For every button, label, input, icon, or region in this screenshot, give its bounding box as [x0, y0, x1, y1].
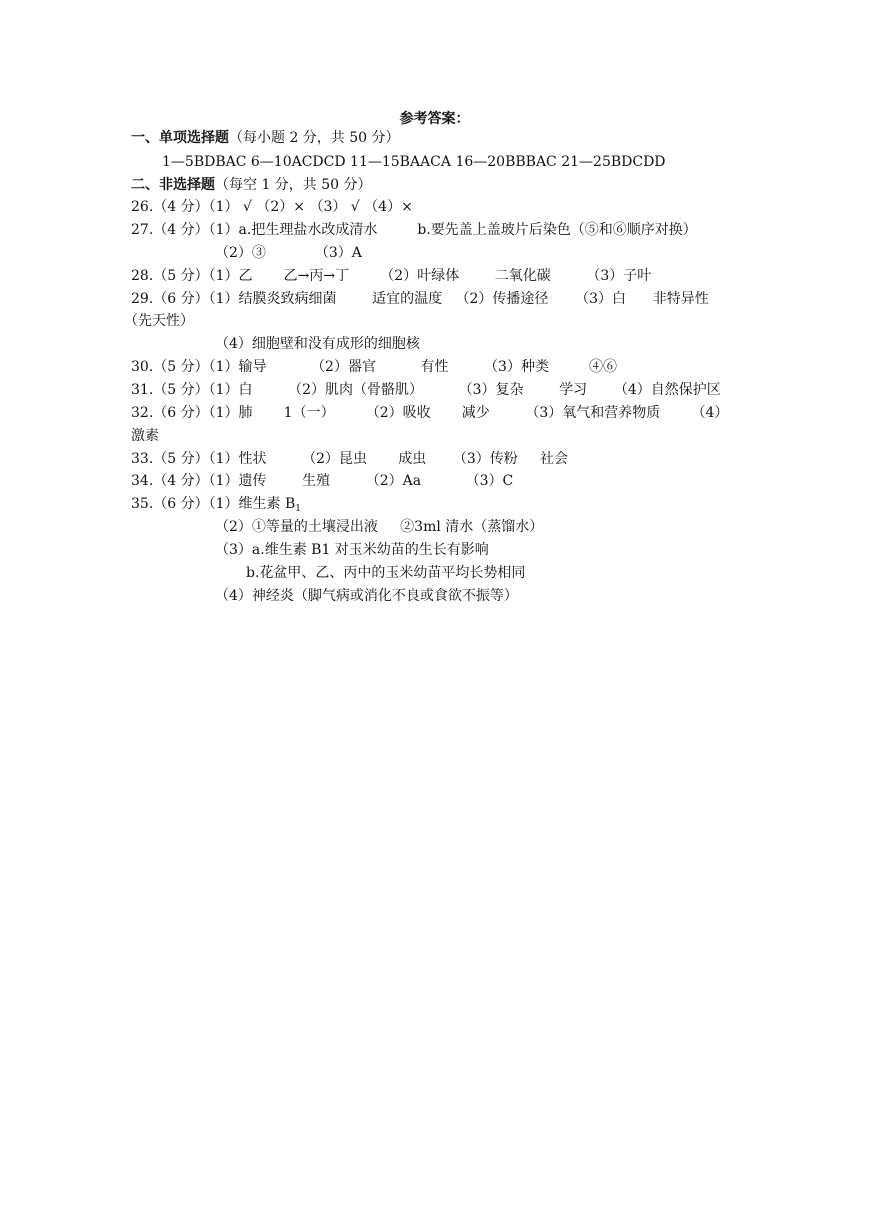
answer-29: 29.（6 分）（1）结膜炎致病细菌 适宜的温度 （2）传播途径 （3）白 非特异性: [131, 291, 709, 307]
answer-27-continued: （2）③ （3）A: [215, 245, 362, 261]
answer-31: 31.（5 分）（1）白 （2）肌肉（骨骼肌） （3）复杂 学习 （4）自然保护区: [131, 382, 721, 398]
section-2-note: （每空 1 分，共 50 分）: [215, 177, 372, 193]
answer-35-part-4: （4）神经炎（脚气病或消化不良或食欲不振等）: [215, 588, 518, 604]
answer-35: [131, 494, 301, 519]
section-1-note: （每小题 2 分，共 50 分）: [229, 130, 400, 146]
answer-28: 28.（5 分）（1）乙 乙→丙→丁 （2）叶绿体 二氧化碳 （3）子叶: [131, 268, 652, 284]
section-2-line: [131, 175, 372, 195]
answer-29-continued: （4）细胞壁和没有成形的细胞核: [215, 336, 420, 352]
section-1-line: [131, 128, 400, 148]
answer-35-part-3a: （3）a.维生素 B1 对玉米幼苗的生长有影响: [215, 542, 489, 558]
answer-29-wrap: （先天性）: [124, 313, 194, 329]
answer-35-part-2: （2）①等量的土壤浸出液 ②3ml 清水（蒸馏水）: [215, 519, 544, 535]
section-2-heading: 二、非选择题: [131, 177, 215, 193]
answer-32: 32.（6 分）（1）肺 1（一） （2）吸收 减少 （3）氧气和营养物质 （4）: [131, 405, 729, 421]
multiple-choice-answers: 1—5BDBAC 6—10ACDCD 11—15BAACA 16—20BBBAC 21—25BDCDD: [162, 154, 666, 170]
answer-32-wrap: 激素: [131, 428, 159, 444]
answer-30: 30.（5 分）（1）输导 （2）器官 有性 （3）种类 ④⑥: [131, 359, 617, 375]
answer-35-part-3b: b.花盆甲、乙、丙中的玉米幼苗平均长势相同: [246, 565, 526, 581]
answer-35-subscript: 1: [295, 504, 302, 514]
answer-26: 26.（4 分）（1） √ （2）× （3） √ （4）×: [131, 199, 413, 215]
answer-33: 33.（5 分）（1）性状 （2）昆虫 成虫 （3）传粉 社会: [131, 451, 569, 467]
page-title: 参考答案：: [399, 111, 470, 127]
answer-27: 27.（4 分）（1）a.把生理盐水改成清水 b.要先盖上盖玻片后染色（⑤和⑥顺序对换）: [131, 222, 697, 238]
answer-35-text: 35.（6 分）（1）维生素 B: [131, 496, 296, 512]
section-1-heading: 一、单项选择题: [131, 130, 229, 146]
answer-34: 34.（4 分）（1）遗传 生殖 （2）Aa （3）C: [131, 473, 514, 489]
